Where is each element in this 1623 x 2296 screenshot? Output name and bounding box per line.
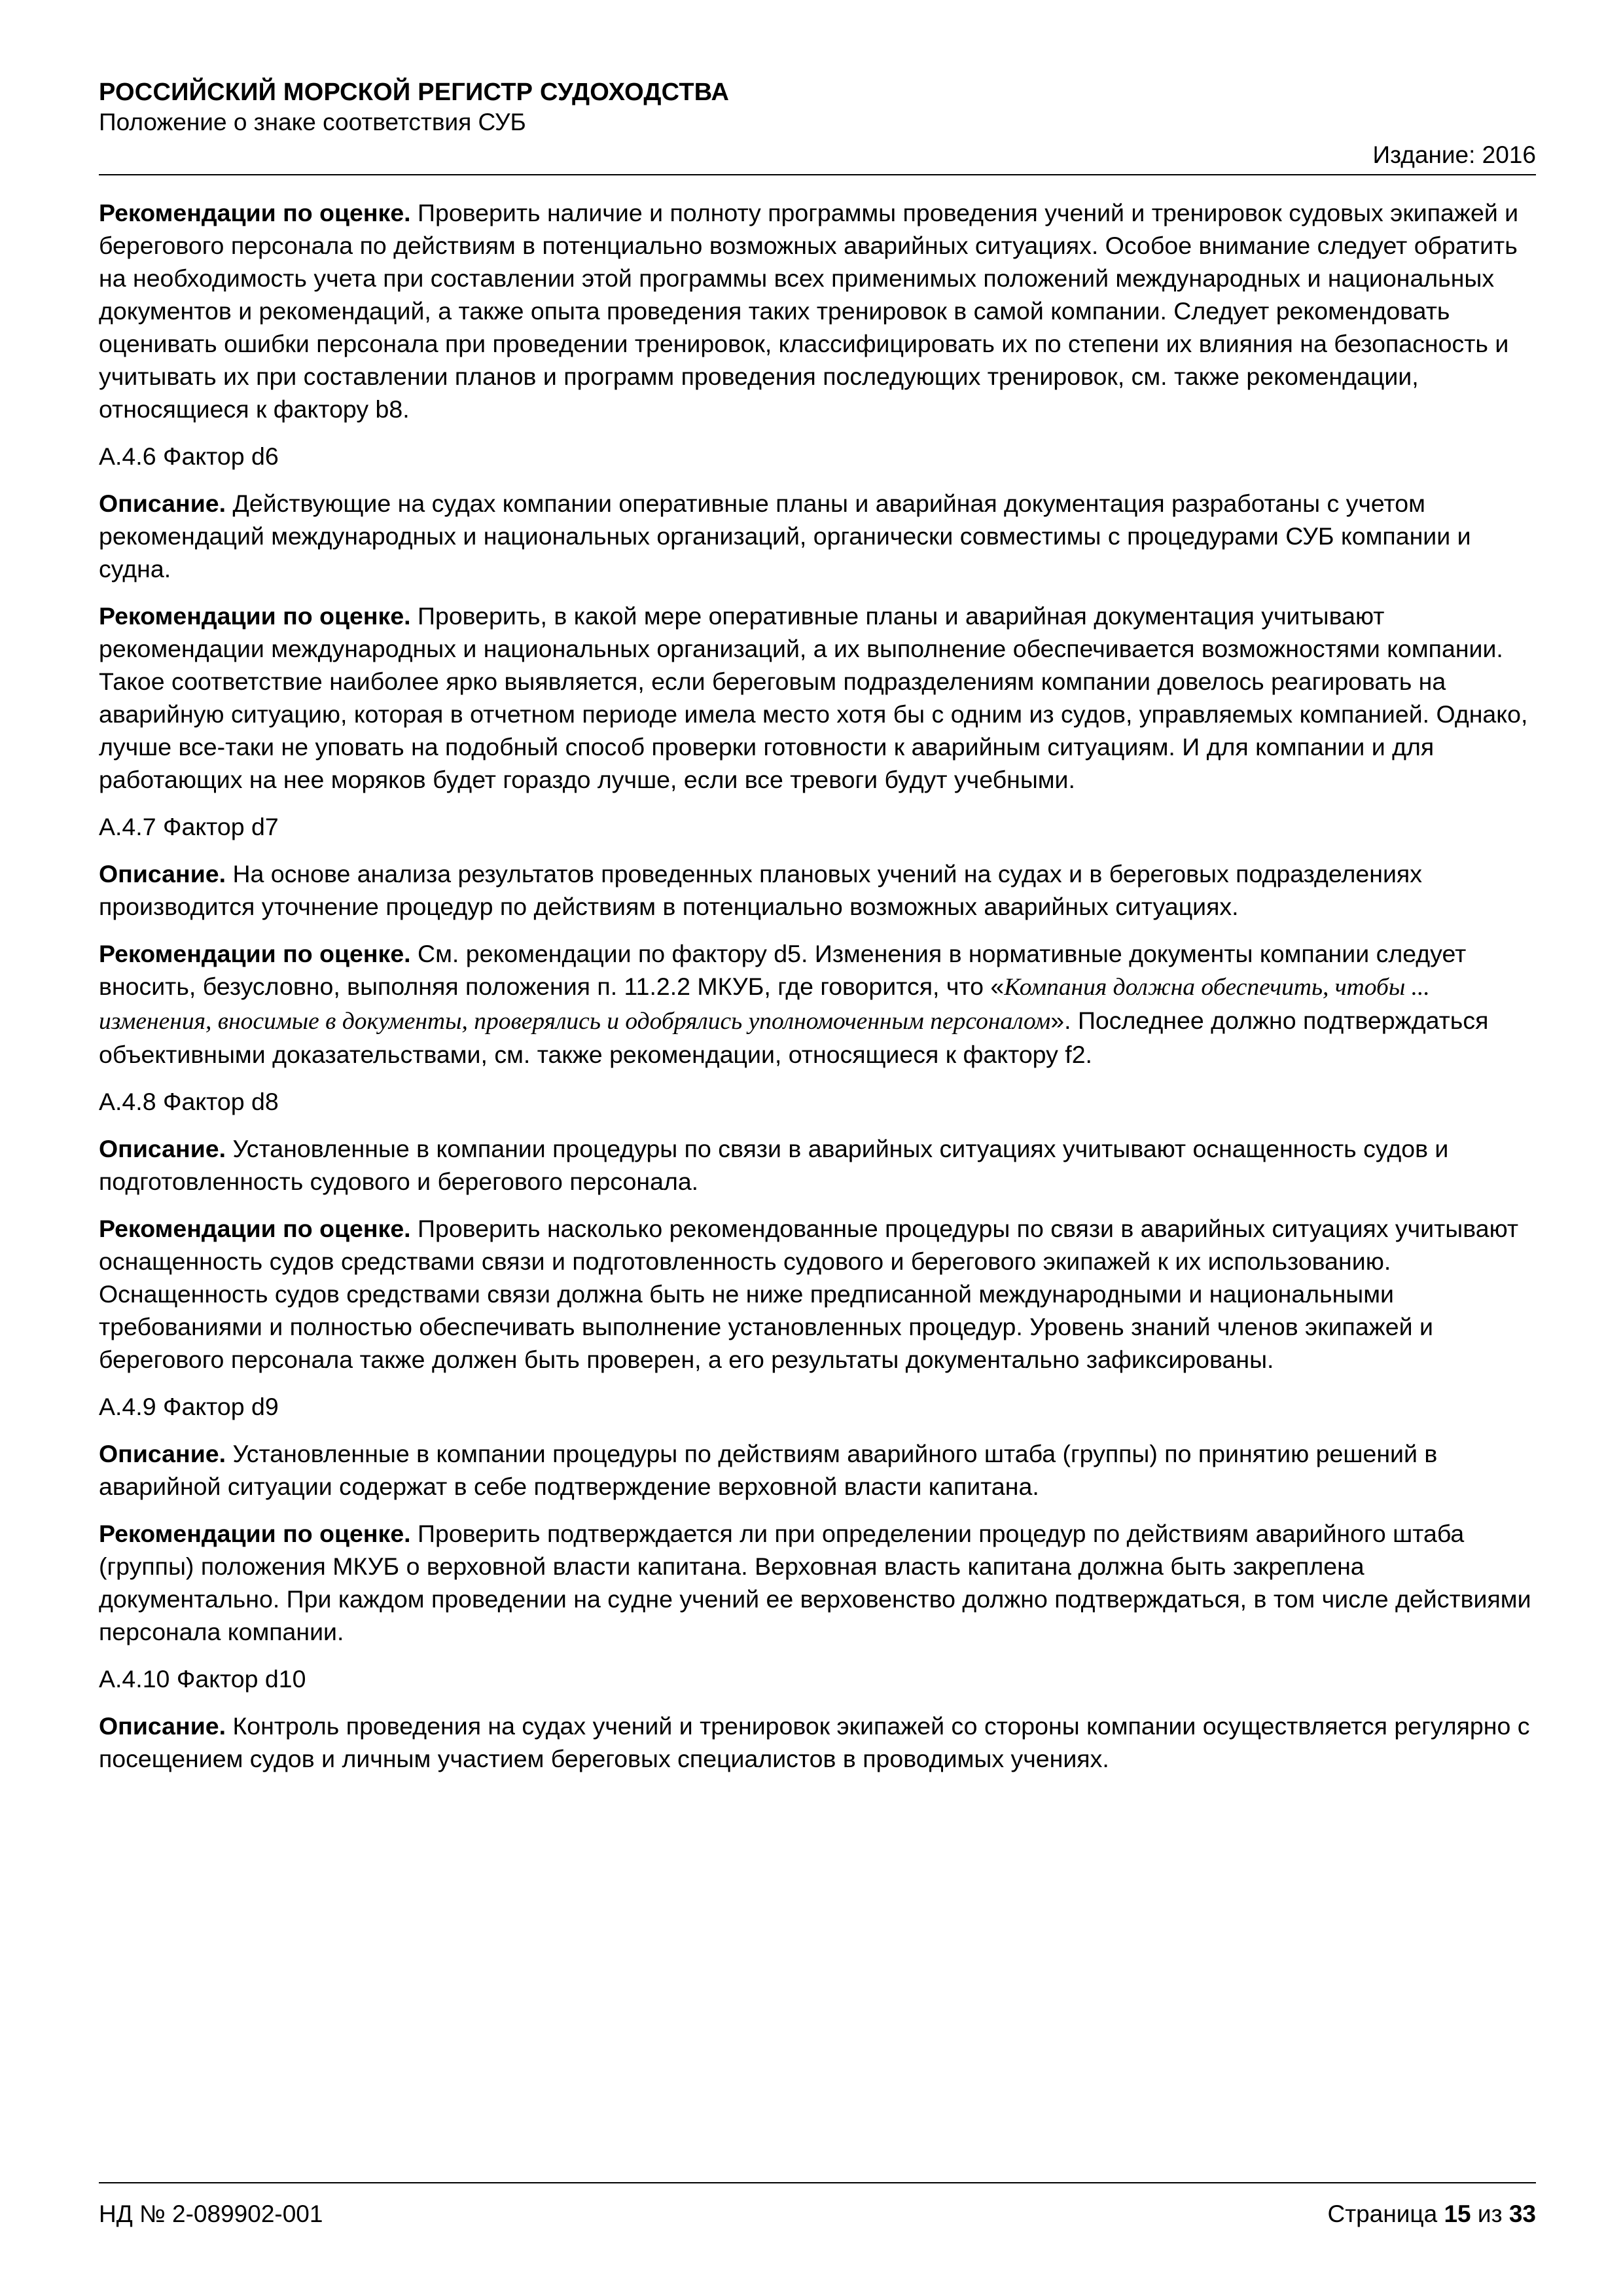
paragraph-text: Проверить подтверждается ли при определении процедур по действиям аварийного штаба (группы) положения МКУБ о верховной власти капитана. Верховная власть капитана должна быть закреплена документально. При каждом проведении на судне учений ее верховенство должно подтверждаться, в том числе действиями персонала компании. xyxy=(99,1520,1531,1645)
section-heading-d8: А.4.8 Фактор d8 xyxy=(99,1088,279,1115)
paragraph-d8-description xyxy=(99,1132,1539,1198)
paragraph-text: Установленные в компании процедуры по связи в аварийных ситуациях учитывают оснащенность судов и подготовленность судового и берегового персонала. xyxy=(99,1135,1449,1195)
description-term: Описание. xyxy=(99,860,226,888)
recommendations-term: Рекомендации по оценке. xyxy=(99,602,411,630)
paragraph-d7-description xyxy=(99,857,1539,923)
section-heading-d6: А.4.6 Фактор d6 xyxy=(99,442,279,470)
description-term: Описание. xyxy=(99,1712,226,1740)
document-body xyxy=(99,196,1539,1789)
document-number: НД № 2-089902-001 xyxy=(99,2200,323,2227)
recommendations-term: Рекомендации по оценке. xyxy=(99,199,411,226)
paragraph-text: Проверить наличие и полноту программы проведения учений и тренировок судовых экипажей и берегового персонала по действиям в потенциально возможных аварийных ситуациях. Особое внимание следует обратить на необходимость учета при составлении этой программы всех применимых положений международных и национальных документов и рекомендаций, а также опыта проведения таких тренировок в самой компании. Следует рекомендовать оценивать ошибки персонала при проведении тренировок, классифицировать их по степени их влияния на безопасность и учитывать их при составлении планов и программ проведения последующих тренировок, см. также рекомендации, относящиеся к фактору b8. xyxy=(99,199,1519,423)
paragraph-text: Действующие на судах компании оперативные планы и аварийная документация разработаны с учетом рекомендаций международных и национальных организаций, органически совместимы с процедурами СУБ компании и судна. xyxy=(99,490,1471,583)
paragraph-d9-description xyxy=(99,1437,1539,1503)
paragraph-d7-recommendations xyxy=(99,937,1539,1071)
paragraph-text: Установленные в компании процедуры по действиям аварийного штаба (группы) по принятию решений в аварийной ситуации содержат в себе подтверждение верховной власти капитана. xyxy=(99,1440,1438,1500)
paragraph-text: См. рекомендации по фактору d5. Изменения в нормативные документы компании следует вносить, безусловно, выполняя положения п. 11.2.2 МКУБ, где говорится, что « xyxy=(99,940,1467,1000)
paragraph-text: Проверить насколько рекомендованные процедуры по связи в аварийных ситуациях учитывают оснащенность судов средствами связи и подготовленность судового и берегового экипажей к их использованию. Оснащенность судов средствами связи должна быть не ниже предписанной международными и национальными требованиями и полностью обеспечивать выполнение установленных процедур. Уровень знаний членов экипажей и берегового персонала также должен быть проверен, а его результаты документально зафиксированы. xyxy=(99,1215,1519,1373)
paragraph-d8-recommendations xyxy=(99,1212,1539,1376)
paragraph-text: Проверить, в какой мере оперативные планы и аварийная документация учитывают рекомендации международных и национальных организаций, а их выполнение обеспечивается возможностями компании. Такое соответствие наиболее ярко выявляется, если береговым подразделениям компании довелось реагировать на аварийную ситуацию, которая в отчетном периоде имела место хотя бы с одним из судов, управляемых компанией. Однако, лучше все-таки не уповать на подобный способ проверки готовности к аварийным ситуациям. И для компании и для работающих на нее моряков будет гораздо лучше, если все тревоги будут учебными. xyxy=(99,602,1528,793)
description-term: Описание. xyxy=(99,1440,226,1467)
recommendations-term: Рекомендации по оценке. xyxy=(99,1215,411,1242)
header-divider xyxy=(99,174,1536,175)
current-page-number: 15 xyxy=(1444,2200,1471,2227)
total-pages-number: 33 xyxy=(1508,2200,1536,2227)
description-term: Описание. xyxy=(99,490,226,517)
footer-divider xyxy=(99,2182,1536,2183)
section-heading-d9: А.4.9 Фактор d9 xyxy=(99,1393,279,1420)
edition-label: Издание: 2016 xyxy=(1372,141,1536,168)
page-label: Страница xyxy=(1327,2200,1444,2227)
recommendations-term: Рекомендации по оценке. xyxy=(99,940,411,967)
page-indicator xyxy=(1328,2200,1537,2228)
section-heading-d7: А.4.7 Фактор d7 xyxy=(99,813,279,840)
paragraph-d6-description xyxy=(99,487,1539,585)
paragraph-d6-recommendations xyxy=(99,600,1539,796)
page-of-label: из xyxy=(1471,2200,1509,2227)
recommendations-term: Рекомендации по оценке. xyxy=(99,1520,411,1547)
organization-title: РОССИЙСКИЙ МОРСКОЙ РЕГИСТР СУДОХОДСТВА xyxy=(99,79,730,106)
ism-code-quote: Компания должна обеспечить, чтобы ... изменения, вносимые в документы, проверялись и одобрялись уполномоченным персоналом xyxy=(99,974,1430,1035)
paragraph-d10-description xyxy=(99,1710,1539,1775)
paragraph-text: На основе анализа результатов проведенных плановых учений на судах и в береговых подразделениях производится уточнение процедур по действиям в потенциально возможных аварийных ситуациях. xyxy=(99,860,1422,920)
section-heading-d10: А.4.10 Фактор d10 xyxy=(99,1665,306,1693)
description-term: Описание. xyxy=(99,1135,226,1162)
paragraph-text: Контроль проведения на судах учений и тренировок экипажей со стороны компании осуществляется регулярно с посещением судов и личным участием береговых специалистов в проводимых учениях. xyxy=(99,1712,1530,1772)
document-subtitle: Положение о знаке соответствия СУБ xyxy=(99,109,526,135)
paragraph-text: ». Последнее должно подтверждаться объективными доказательствами, см. также рекомендации, относящиеся к фактору f2. xyxy=(99,1007,1489,1068)
paragraph-d9-recommendations xyxy=(99,1517,1539,1648)
paragraph-d5-recommendations xyxy=(99,196,1539,425)
